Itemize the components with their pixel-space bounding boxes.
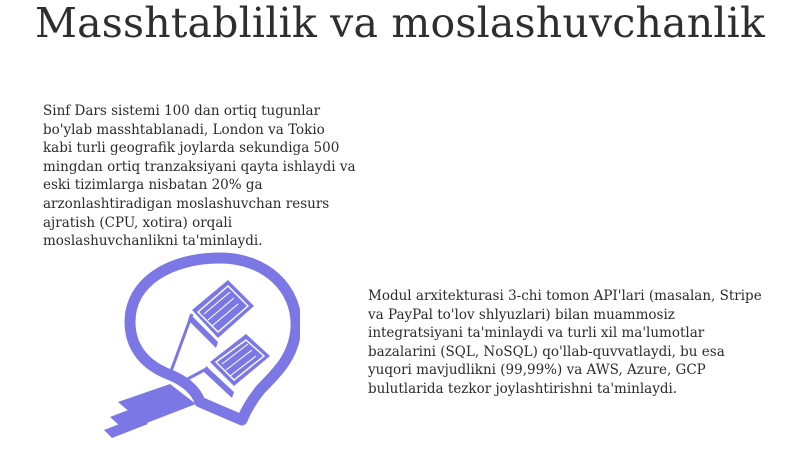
right-paragraph: Modul arxitekturasi 3-chi tomon API'lari (masalan, Stripe va PayPal to'lov shlyuzlari) bilan muammosiz integratsiyani ta'minlaydi va turli xil ma'lumotlar bazalarini (SQL, NoSQL) qo'llab-quvvatlaydi, bu esa yuqori mavjudlikni (99,99%) va AWS, Azure, GCP bulutlarida tezkor joylashtirishni ta'minlaydi. xyxy=(368,288,762,397)
left-paragraph: Sinf Dars sistemi 100 dan ortiq tugunlar bo'ylab masshtablanadi, London va Tokio kabi turli geografik joylarda sekundiga 500 mingdan ortiq tranzaksiyani qayta ishlaydi va eski tizimlarga nisbatan 20% ga arzonlashtiradigan moslashuvchan resurs ajratish (CPU, xotira) orqali moslashuvchanlikni ta'minlaydi. xyxy=(43,103,356,250)
lightbulb-book-icon xyxy=(100,252,300,442)
slide-title: Masshtablilik va moslashuvchanlik xyxy=(34,0,766,47)
